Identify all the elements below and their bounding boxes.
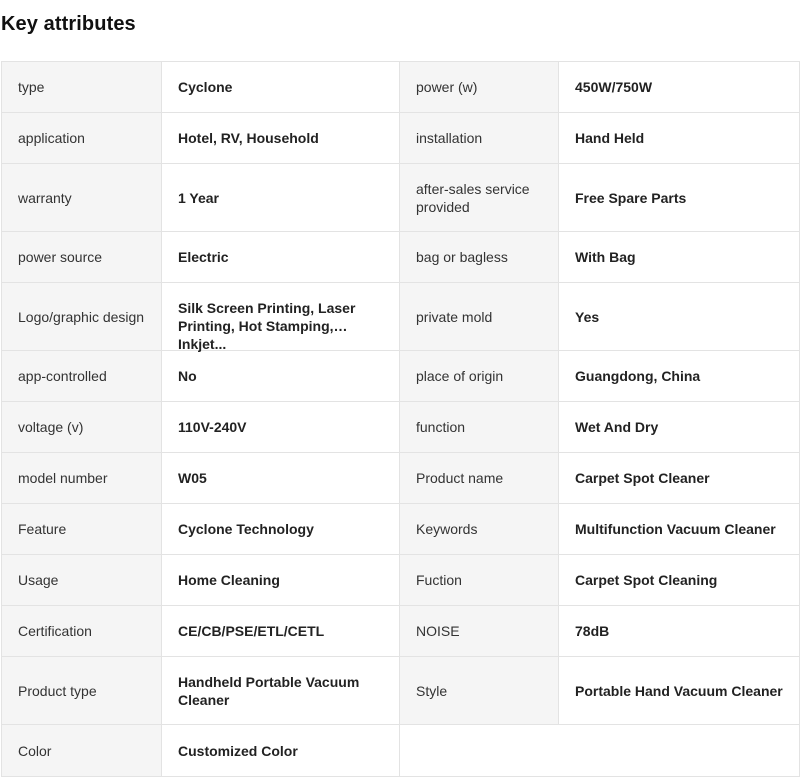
attribute-value: Electric bbox=[162, 232, 400, 283]
attribute-value: Carpet Spot Cleaner bbox=[559, 453, 800, 504]
attribute-label: Product name bbox=[400, 453, 559, 504]
attribute-value: Home Cleaning bbox=[162, 555, 400, 606]
attribute-value: Guangdong, China bbox=[559, 351, 800, 402]
attribute-label: Product type bbox=[2, 657, 162, 725]
attributes-table bbox=[1, 61, 800, 777]
attribute-label: bag or bagless bbox=[400, 232, 559, 283]
attribute-label: warranty bbox=[2, 164, 162, 232]
attribute-value: Handheld Portable Vacuum Cleaner bbox=[162, 657, 400, 725]
attribute-value: Cyclone bbox=[162, 62, 400, 113]
attribute-value: Cyclone Technology bbox=[162, 504, 400, 555]
attribute-label: Feature bbox=[2, 504, 162, 555]
attribute-label: Color bbox=[2, 725, 162, 777]
table-row bbox=[2, 504, 800, 555]
attribute-label: installation bbox=[400, 113, 559, 164]
table-row bbox=[2, 62, 800, 113]
section-title: Key attributes bbox=[1, 13, 136, 35]
attribute-label: Keywords bbox=[400, 504, 559, 555]
attribute-label: after-sales service provided bbox=[400, 164, 559, 232]
table-row bbox=[2, 283, 800, 351]
attribute-label: Certification bbox=[2, 606, 162, 657]
attribute-label: Usage bbox=[2, 555, 162, 606]
attribute-value: Hand Held bbox=[559, 113, 800, 164]
attribute-label: power (w) bbox=[400, 62, 559, 113]
attribute-label: model number bbox=[2, 453, 162, 504]
attribute-value-text: Silk Screen Printing, Laser Printing, Hot Stamping, Inkjet... bbox=[178, 299, 356, 352]
attribute-value: 1 Year bbox=[162, 164, 400, 232]
table-row bbox=[2, 606, 800, 657]
attribute-label: Logo/graphic design bbox=[2, 283, 162, 351]
attribute-label: place of origin bbox=[400, 351, 559, 402]
attribute-value: No bbox=[162, 351, 400, 402]
attribute-value: Customized Color bbox=[162, 725, 400, 777]
attribute-value: Carpet Spot Cleaning bbox=[559, 555, 800, 606]
attribute-value: Multifunction Vacuum Cleaner bbox=[559, 504, 800, 555]
table-row bbox=[2, 232, 800, 283]
attribute-label: voltage (v) bbox=[2, 402, 162, 453]
empty-cell bbox=[400, 725, 800, 777]
attribute-value: CE/CB/PSE/ETL/CETL bbox=[162, 606, 400, 657]
attribute-value: W05 bbox=[162, 453, 400, 504]
attribute-value: Free Spare Parts bbox=[559, 164, 800, 232]
attribute-label: Style bbox=[400, 657, 559, 725]
table-row bbox=[2, 453, 800, 504]
attribute-value: 110V-240V bbox=[162, 402, 400, 453]
table-row bbox=[2, 351, 800, 402]
attribute-label: private mold bbox=[400, 283, 559, 351]
attribute-value: Portable Hand Vacuum Cleaner bbox=[559, 657, 800, 725]
table-row bbox=[2, 555, 800, 606]
attribute-label: function bbox=[400, 402, 559, 453]
attribute-label: type bbox=[2, 62, 162, 113]
table-row bbox=[2, 725, 800, 777]
attribute-label: NOISE bbox=[400, 606, 559, 657]
attribute-value: 78dB bbox=[559, 606, 800, 657]
attribute-label: Fuction bbox=[400, 555, 559, 606]
attribute-value: 450W/750W bbox=[559, 62, 800, 113]
attribute-label: app-controlled bbox=[2, 351, 162, 402]
attribute-value: Hotel, RV, Household bbox=[162, 113, 400, 164]
attribute-label: application bbox=[2, 113, 162, 164]
attribute-value: Yes bbox=[559, 283, 800, 351]
attribute-value: With Bag bbox=[559, 232, 800, 283]
table-row bbox=[2, 164, 800, 232]
table-row bbox=[2, 402, 800, 453]
attribute-value: Wet And Dry bbox=[559, 402, 800, 453]
attribute-value bbox=[162, 283, 400, 351]
table-row bbox=[2, 113, 800, 164]
table-row bbox=[2, 657, 800, 725]
attribute-label: power source bbox=[2, 232, 162, 283]
